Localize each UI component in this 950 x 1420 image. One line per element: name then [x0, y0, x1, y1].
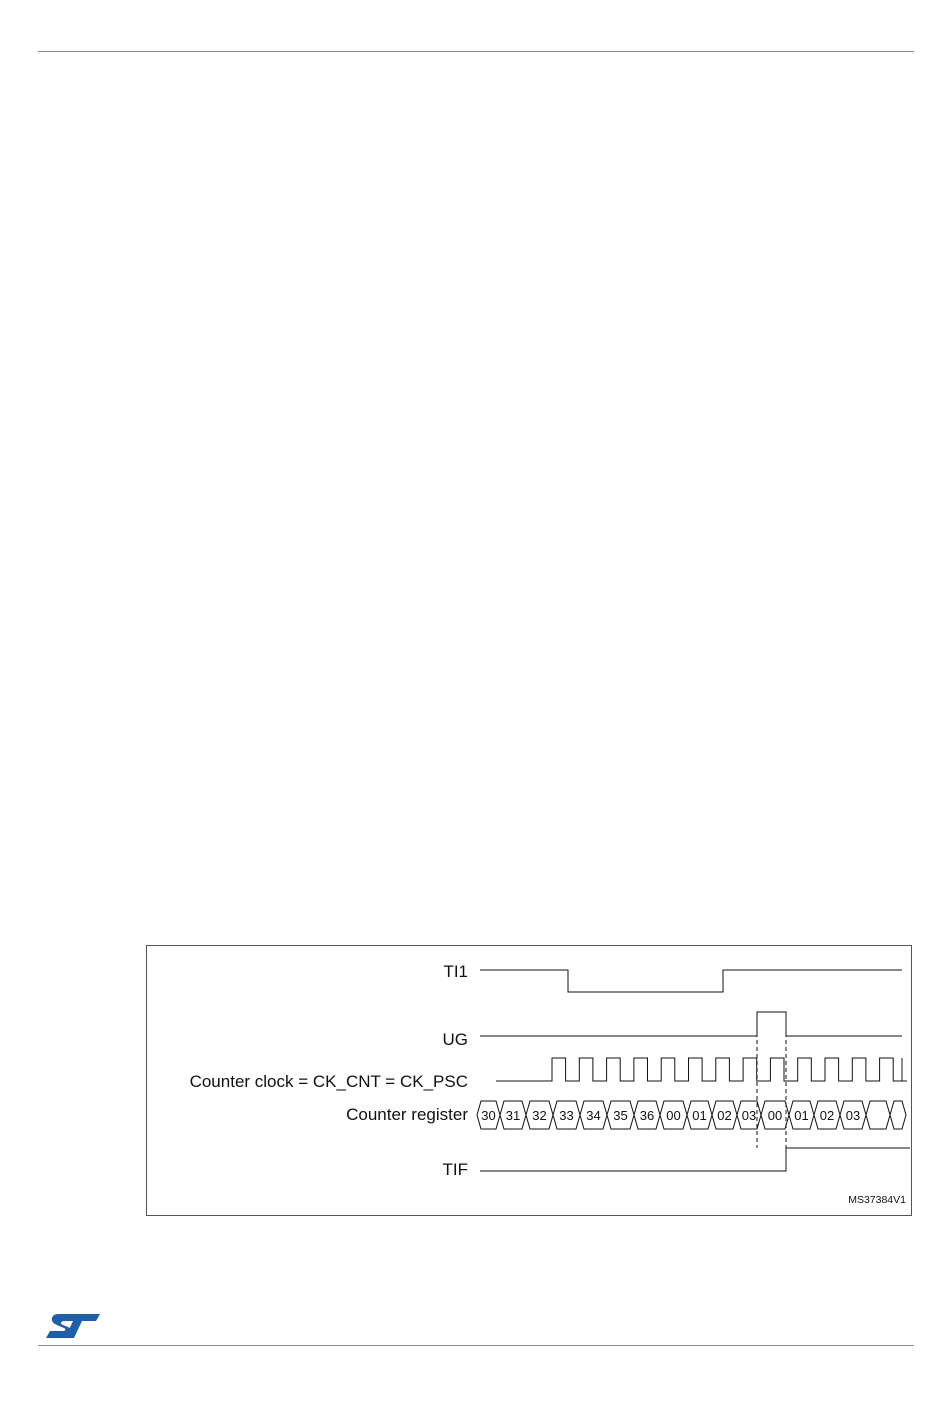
figure-reference-code: MS37384V1: [848, 1194, 906, 1206]
ug-waveform: [480, 1012, 902, 1036]
counter-value: 01: [692, 1108, 707, 1123]
counter-value: 32: [532, 1108, 547, 1123]
ti1-label: TI1: [443, 962, 468, 981]
ug-label: UG: [442, 1030, 468, 1049]
st-logo-shape: [46, 1314, 100, 1338]
counter-value: 03: [741, 1108, 757, 1123]
counter-value: 31: [505, 1108, 521, 1123]
counter-cell: [890, 1101, 906, 1129]
counter-value: 30: [481, 1108, 496, 1123]
counter-cell: [866, 1101, 890, 1129]
counter-clock-waveform: [496, 1058, 907, 1081]
counter-clock-label: Counter clock = CK_CNT = CK_PSC: [189, 1072, 468, 1091]
counter-value: 02: [819, 1108, 835, 1123]
ti1-waveform: [480, 970, 902, 992]
counter-value: 03: [845, 1108, 861, 1123]
counter-value: 36: [639, 1108, 655, 1123]
counter-value: 01: [794, 1108, 809, 1123]
counter-value: 33: [559, 1108, 574, 1123]
counter-value: 34: [586, 1108, 601, 1123]
counter-value: 02: [717, 1108, 732, 1123]
counter-register-bus: [477, 1101, 906, 1129]
st-logo-icon: [44, 1312, 102, 1340]
footer-rule: [38, 1345, 914, 1346]
counter-value: 00: [767, 1108, 783, 1123]
counter-value: 00: [666, 1108, 681, 1123]
counter-register-label: Counter register: [346, 1105, 468, 1124]
tif-waveform: [480, 1148, 910, 1171]
tif-label: TIF: [442, 1160, 468, 1179]
counter-value: 35: [613, 1108, 628, 1123]
